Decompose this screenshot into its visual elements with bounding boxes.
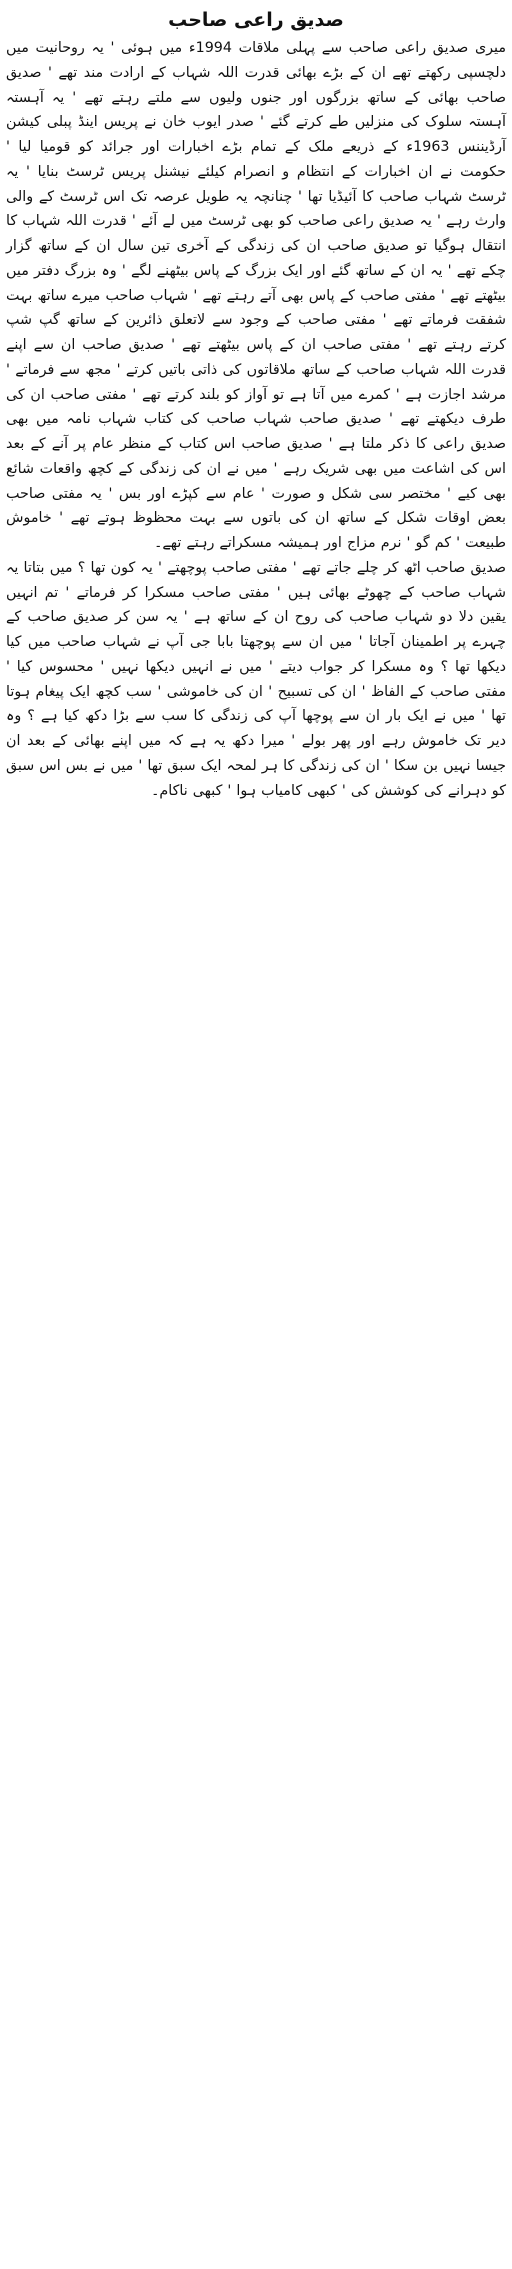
- article-paragraph: صدیق صاحب اٹھ کر چلے جاتے تھے ' مفتی صاحب پوچھتے ' یہ کون تھا ؟ میں بتاتا یہ شہاب صاحب کے چھوٹے بھائی ہیں ' مفتی صاحب مسکرا کر فرماتے ' تم انہیں یقین دلا دو شہاب صاحب کی روح ان کے ساتھ ہے ' یہ سن کر صدیق صاحب کے چہرے پر اطمینان آجاتا ' میں ان سے پوچھتا بابا جی آپ نے شہاب صاحب میں کیا دیکھا تھا ؟ وہ مسکرا کر جواب دیتے ' میں نے انہیں دیکھا نہیں ' محسوس کیا ' مفتی صاحب کے الفاظ ' ان کی تسبیح ' ان کی خاموشی ' سب کچھ ایک پیغام ہوتا تھا ' میں نے ایک بار ان سے پوچھا آپ کی زندگی کا سب سے بڑا دکھ کیا ہے ؟ وہ دیر تک خاموش رہے اور پھر بولے ' میرا دکھ یہ ہے کہ میں اپنے بھائی کے بعد ان جیسا نہیں بن سکا ' ان کی زندگی کا ہر لمحہ ایک سبق تھا ' میں نے بس اس سبق کو دہرانے کی کوشش کی ' کبھی کامیاب ہوا ' کبھی ناکام۔: [6, 559, 506, 799]
- article-body: [6, 36, 506, 803]
- article-title: صدیق راعی صاحب: [168, 9, 344, 31]
- article-paragraph: میری صدیق راعی صاحب سے پہلی ملاقات 1994ء میں ہوئی ' یہ روحانیت میں دلچسپی رکھتے تھے ان کے بڑے بھائی قدرت اللہ شہاب کے ارادت مند تھے ' صدیق صاحب بھائی کے ساتھ بزرگوں اور جنوں ولیوں سے ملتے رہتے تھے ' یہ آہستہ آہستہ سلوک کی منزلیں طے کرتے گئے ' صدر ایوب خان نے پریس اینڈ پبلی کیشن آرڈیننس 1963ء کے ذریعے ملک کے تمام بڑے اخبارات اور جرائد کو قومیا لیا ' حکومت نے ان اخبارات کے انتظام و انصرام کیلئے نیشنل پریس ٹرسٹ بنایا ' یہ ٹرسٹ شہاب صاحب کا آئیڈیا تھا ' چنانچہ یہ طویل عرصہ تک اس ٹرسٹ کے والی وارث رہے ' یہ صدیق راعی صاحب کو بھی ٹرسٹ میں لے آئے ' قدرت اللہ شہاب کا انتقال ہوگیا تو صدیق صاحب ان کی زندگی کے آخری تین سال ان کے ساتھ گزار چکے تھے ' یہ ان کے ساتھ گئے اور ایک بزرگ کے پاس بیٹھنے لگے ' وہ بزرگ دفتر میں بیٹھتے تھے ' مفتی صاحب کے پاس بھی آتے رہتے تھے ' شہاب صاحب میرے ساتھ بہت شفقت فرماتے تھے ' مفتی صاحب کے وجود سے لاتعلق ذائرین کے ساتھ گپ شپ کرتے رہتے تھے ' مفتی صاحب ان کے پاس بیٹھتے تھے ' صدیق صاحب ان سے اپنے قدرت اللہ شہاب صاحب کے ساتھ ملاقاتوں کی ذاتی باتیں کرتے ' مجھ سے فرماتے ' مرشد اجازت ہے ' کمرے میں آتا ہے تو آواز کو بلند کرتے تھے ' مفتی صاحب ان کی طرف دیکھتے تھے ' صدیق صاحب شہاب صاحب کی کتاب شہاب نامہ میں بھی صدیق راعی کا ذکر ملتا ہے ' صدیق صاحب اس کتاب کے منظر عام پر آنے کے بعد اس کی اشاعت میں بھی شریک رہے ' میں نے ان کی زندگی کے کچھ واقعات شائع بھی کیے ' مختصر سی شکل و صورت ' عام سے کپڑے اور بس ' یہ مفتی صاحب بعض اوقات شکل کے ساتھ ان کی باتوں سے بہت محظوظ ہوتے تھے ' خاموش طبیعت ' کم گو ' نرم مزاج اور ہمیشہ مسکراتے رہتے تھے۔: [6, 40, 506, 551]
